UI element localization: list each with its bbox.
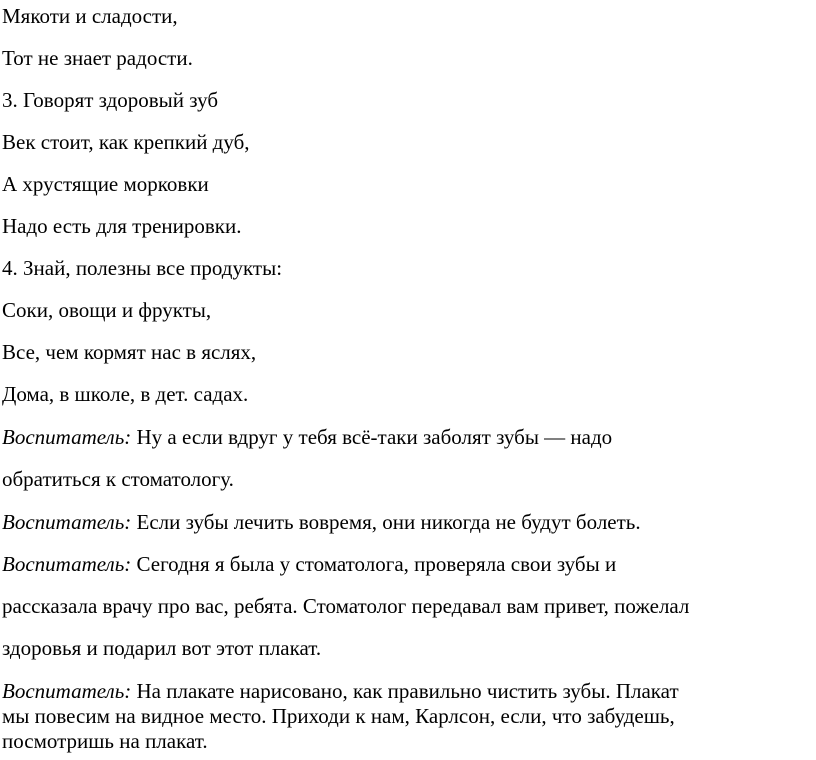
speaker-label: Воспитатель:	[2, 425, 132, 449]
dialogue-line	[2, 554, 616, 575]
poem-line: Надо есть для тренировки.	[2, 214, 242, 238]
dialogue-line: здоровья и подарил вот этот плакат.	[2, 636, 322, 660]
dialogue-text: На плакате нарисовано, как правильно чистить зубы. Плакат	[131, 679, 679, 703]
dialogue-line	[2, 427, 612, 448]
poem-line: Тот не знает радости.	[2, 46, 193, 70]
dialogue-line	[2, 681, 679, 702]
speaker-label: Воспитатель:	[2, 552, 132, 576]
speaker-label: Воспитатель:	[2, 679, 132, 703]
dialogue-line	[2, 512, 641, 533]
poem-line: Соки, овощи и фрукты,	[2, 298, 212, 322]
dialogue-line: мы повесим на видное место. Приходи к нам, Карлсон, если, что забудешь,	[2, 704, 675, 728]
poem-line: Мякоти и сладости,	[2, 4, 178, 28]
poem-line: Все, чем кормят нас в яслях,	[2, 340, 257, 364]
poem-line: А хрустящие морковки	[2, 172, 209, 196]
poem-line: 4. Знай, полезны все продукты:	[2, 256, 283, 280]
dialogue-text: Сегодня я была у стоматолога, проверяла свои зубы и	[131, 552, 617, 576]
dialogue-line: обратиться к стоматологу.	[2, 467, 234, 491]
speaker-label: Воспитатель:	[2, 510, 132, 534]
dialogue-text: Если зубы лечить вовремя, они никогда не будут болеть.	[131, 510, 641, 534]
poem-line: Дома, в школе, в дет. садах.	[2, 382, 249, 406]
poem-line: Век стоит, как крепкий дуб,	[2, 130, 250, 154]
dialogue-line: посмотришь на плакат.	[2, 729, 208, 753]
dialogue-text: Ну а если вдруг у тебя всё-таки заболят зубы — надо	[131, 425, 613, 449]
poem-line: 3. Говорят здоровый зуб	[2, 88, 219, 112]
dialogue-line: рассказала врачу про вас, ребята. Стоматолог передавал вам привет, пожелал	[2, 594, 690, 618]
